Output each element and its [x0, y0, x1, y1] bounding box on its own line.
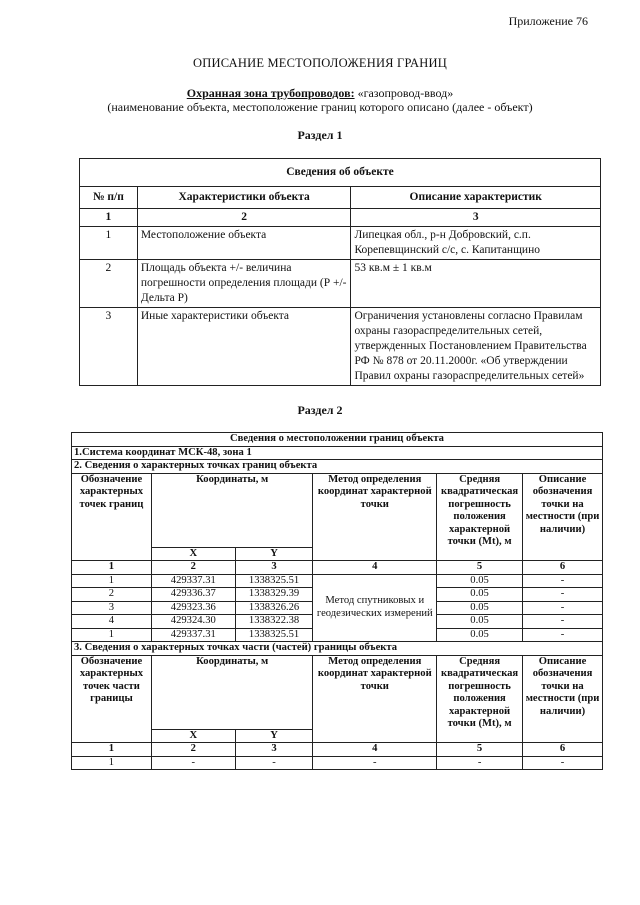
point-x: 429336.37 — [151, 588, 235, 602]
hdr-method3: Метод определения координат характерной точки — [313, 655, 437, 743]
point-mt: 0.05 — [437, 588, 523, 602]
point-mt: 0.05 — [437, 628, 523, 642]
point-y: 1338325.51 — [235, 628, 313, 642]
row-char: Иные характеристики объекта — [137, 308, 351, 386]
object-info-table — [79, 158, 601, 386]
page-title: ОПИСАНИЕ МЕСТОПОЛОЖЕНИЯ ГРАНИЦ — [193, 56, 447, 70]
hdr-x3: X — [151, 729, 235, 743]
part-points-subtitle: 3. Сведения о характерных точках части (частей) границы объекта — [72, 642, 603, 656]
zone-label: Охранная зона трубопроводов: — [186, 86, 355, 100]
point-desc: - — [523, 601, 603, 615]
hdr-error3: Средняя квадратическая погрешность положения характерной точки (Mt), м — [437, 655, 523, 743]
col-number: 1 — [72, 743, 152, 757]
point-num: 1 — [72, 628, 152, 642]
coord-system: 1.Система координат МСК-48, зона 1 — [72, 446, 603, 460]
zone-value: «газопровод-ввод» — [354, 86, 454, 100]
part-mt: - — [437, 756, 523, 770]
boundary-table-title: Сведения о местоположении границ объекта — [72, 433, 603, 447]
table-row — [72, 574, 603, 588]
part-x: - — [151, 756, 235, 770]
hdr-point: Обозначение характерных точек границ — [72, 473, 152, 561]
part-y: - — [235, 756, 313, 770]
col-number: 1 — [80, 209, 138, 227]
point-y: 1338322.38 — [235, 615, 313, 629]
point-x: 429337.31 — [151, 628, 235, 642]
col-number: 5 — [437, 743, 523, 757]
part-desc: - — [523, 756, 603, 770]
col-header-char: Характеристики объекта — [137, 187, 351, 209]
table-row — [72, 756, 603, 770]
row-desc: 53 кв.м ± 1 кв.м — [351, 260, 601, 308]
point-x: 429337.31 — [151, 574, 235, 588]
point-desc: - — [523, 615, 603, 629]
object-table-title: Сведения об объекте — [80, 159, 601, 187]
col-number: 1 — [72, 561, 152, 575]
point-y: 1338326.26 — [235, 601, 313, 615]
point-num: 4 — [72, 615, 152, 629]
col-number: 6 — [523, 743, 603, 757]
point-desc: - — [523, 588, 603, 602]
point-desc: - — [523, 574, 603, 588]
section2-heading: Раздел 2 — [297, 403, 343, 417]
part-num: 1 — [72, 756, 152, 770]
table-row — [80, 260, 601, 308]
point-mt: 0.05 — [437, 574, 523, 588]
zone-line — [0, 86, 640, 101]
hdr-desc: Описание обозначения точки на местности (при наличии) — [523, 473, 603, 561]
col-number: 5 — [437, 561, 523, 575]
hdr-y: Y — [235, 547, 313, 561]
point-mt: 0.05 — [437, 615, 523, 629]
point-y: 1338329.39 — [235, 588, 313, 602]
hdr-desc3: Описание обозначения точки на местности (при наличии) — [523, 655, 603, 743]
zone-note: (наименование объекта, местоположение границ которого описано (далее - объект) — [107, 100, 533, 114]
row-num: 2 — [80, 260, 138, 308]
table-row — [80, 227, 601, 260]
method-value: Метод спутниковых и геодезических измерений — [313, 574, 437, 642]
hdr-y3: Y — [235, 729, 313, 743]
row-desc: Ограничения установлены согласно Правилам охраны газораспределительных сетей, утвержденных Постановлением Правительства РФ № 878 от 20.11.2000г. «Об утверждении Правил охраны газораспределительных сетей» — [351, 308, 601, 386]
hdr-x: X — [151, 547, 235, 561]
hdr-coords: Координаты, м — [151, 473, 313, 547]
point-desc: - — [523, 628, 603, 642]
col-number: 4 — [313, 743, 437, 757]
col-header-desc: Описание характеристик — [351, 187, 601, 209]
hdr-method: Метод определения координат характерной точки — [313, 473, 437, 561]
col-number: 2 — [137, 209, 351, 227]
point-y: 1338325.51 — [235, 574, 313, 588]
col-number: 3 — [235, 561, 313, 575]
point-num: 3 — [72, 601, 152, 615]
col-header-num: № п/п — [80, 187, 138, 209]
col-number: 2 — [151, 561, 235, 575]
part-method: - — [313, 756, 437, 770]
appendix-label: Приложение 76 — [508, 14, 588, 28]
hdr-error: Средняя квадратическая погрешность положения характерной точки (Mt), м — [437, 473, 523, 561]
table-row — [80, 308, 601, 386]
point-num: 1 — [72, 574, 152, 588]
point-x: 429324.30 — [151, 615, 235, 629]
col-number: 4 — [313, 561, 437, 575]
point-num: 2 — [72, 588, 152, 602]
col-number: 3 — [351, 209, 601, 227]
row-num: 3 — [80, 308, 138, 386]
hdr-coords3: Координаты, м — [151, 655, 313, 729]
hdr-point3: Обозначение характерных точек части границы — [72, 655, 152, 743]
row-desc: Липецкая обл., р-н Добровский, с.п. Корепевщинский с/с, с. Капитанщино — [351, 227, 601, 260]
col-number: 6 — [523, 561, 603, 575]
point-x: 429323.36 — [151, 601, 235, 615]
col-number: 3 — [235, 743, 313, 757]
section1-heading: Раздел 1 — [297, 128, 343, 142]
row-char: Площадь объекта +/- величина погрешности определения площади (Р +/- Дельта Р) — [137, 260, 351, 308]
row-num: 1 — [80, 227, 138, 260]
col-number: 2 — [151, 743, 235, 757]
boundary-table — [71, 432, 603, 770]
point-mt: 0.05 — [437, 601, 523, 615]
points-subtitle: 2. Сведения о характерных точках границ объекта — [72, 460, 603, 474]
row-char: Местоположение объекта — [137, 227, 351, 260]
